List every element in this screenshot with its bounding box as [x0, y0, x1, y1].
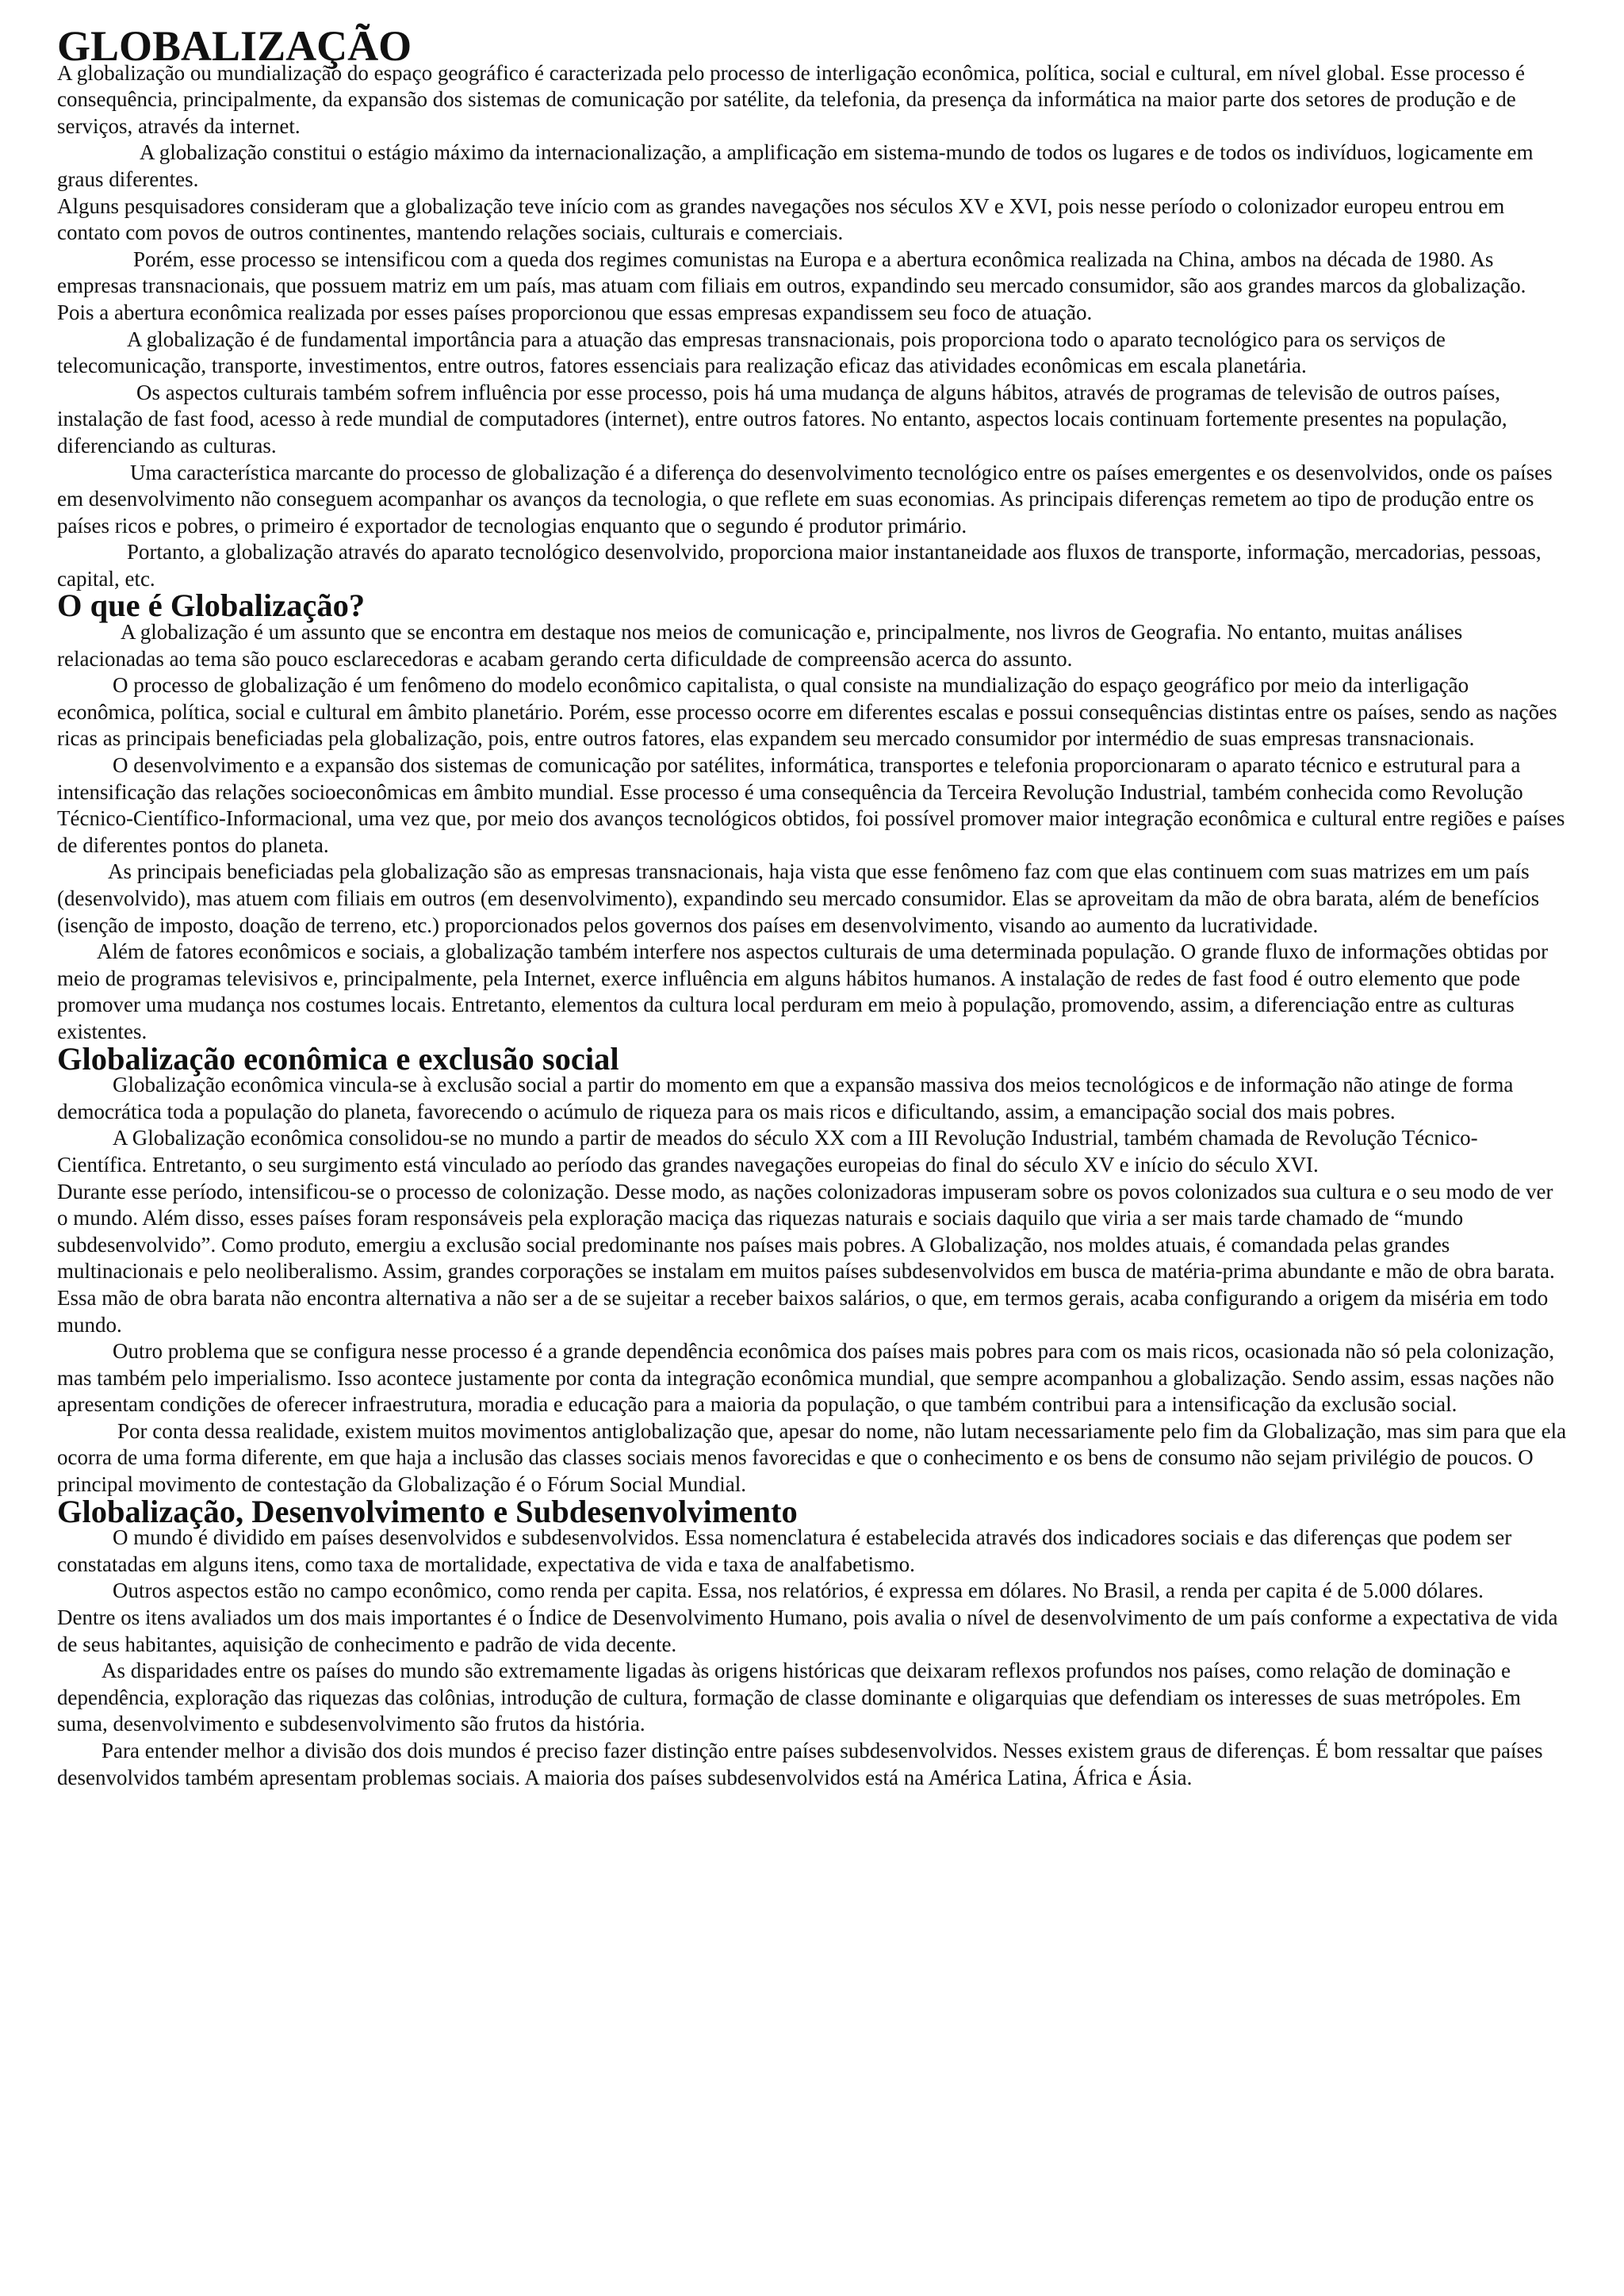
paragraph: As disparidades entre os países do mundo são extremamente ligadas às origens históricas que deixaram reflexos profundos nos países, como relação de dominação e dependência, exploração das riquezas das colônias, introdução de cultura, formação de classe dominante e oligarquias que defendiam os interesses de suas metrópoles. Em suma, desenvolvimento e subdesenvolvimento são frutos da história.	[57, 1659, 1521, 1736]
paragraph: Alguns pesquisadores consideram que a globalização teve início com as grandes navegações nos séculos XV e XVI, pois nesse período o colonizador europeu entrou em contato com povos de outros continentes, mantendo relações sociais, culturais e comerciais.	[57, 193, 1505, 245]
paragraph: O mundo é dividido em países desenvolvidos e subdesenvolvidos. Essa nomenclatura é estabelecida através dos indicadores sociais e das diferenças que podem ser constatadas em alguns itens, como taxa de mortalidade, expectativa de vida e taxa de analfabetismo.	[57, 1525, 1512, 1576]
paragraph: A globalização constitui o estágio máximo da internacionalização, a amplificação em sistema-mundo de todos os lugares e de todos os indivíduos, logicamente em graus diferentes.	[57, 140, 1534, 191]
section-heading-globalizacao: GLOBALIZAÇÃO	[57, 22, 412, 70]
paragraph: Além de fatores econômicos e sociais, a globalização também interfere nos aspectos culturais de uma determinada população. O grande fluxo de informações obtidas por meio de programas televisivos e, principalmente, pela Internet, exerce influência em alguns hábitos humanos. A instalação de redes de fast food é outro elemento que pode promover uma mudança nos costumes locais. Entretanto, elementos da cultura local perduram em meio à população, promovendo, assim, a diferenciação entre as culturas existentes.	[57, 939, 1549, 1043]
paragraph: Os aspectos culturais também sofrem influência por esse processo, pois há uma mudança de alguns hábitos, através de programas de televisão de outros países, instalação de fast food, acesso à rede mundial de computadores (internet), entre outros fatores. No entanto, aspectos locais continuam fortemente presentes na população, diferenciando as culturas.	[57, 380, 1507, 457]
paragraph: O desenvolvimento e a expansão dos sistemas de comunicação por satélites, informática, transportes e telefonia proporcionaram o aparato técnico e estrutural para a intensificação das relações socioeconômicas em âmbito mundial. Esse processo é uma consequência da Terceira Revolução Industrial, também conhecida como Revolução Técnico-Científico-Informacional, uma vez que, por meio dos avanços tecnológicos obtidos, foi possível promover maior integração econômica e cultural entre regiões e países de diferentes pontos do planeta.	[57, 753, 1565, 857]
paragraph: A globalização ou mundialização do espaço geográfico é caracterizada pelo processo de interligação econômica, política, social e cultural, em nível global. Esse processo é consequência, principalmente, da expansão dos sistemas de comunicação por satélite, da telefonia, da presença da informática na maior parte dos setores de produção e de serviços, através da internet.	[57, 60, 1525, 138]
section-heading-exclusao-social: Globalização econômica e exclusão social	[57, 1040, 619, 1077]
paragraph: Para entender melhor a divisão dos dois mundos é preciso fazer distinção entre países subdesenvolvidos. Nesses existem graus de diferenças. É bom ressaltar que países desenvolvidos também apresentam problemas sociais. A maioria dos países subdesenvolvidos está na América Latina, África e Ásia.	[57, 1739, 1543, 1789]
paragraph: Durante esse período, intensificou-se o processo de colonização. Desse modo, as nações colonizadoras impuseram sobre os povos colonizados sua cultura e o seu modo de ver o mundo. Além disso, esses países foram responsáveis pela exploração maciça das riquezas naturais e sociais daquilo que viria a ser mais tarde chamado de “mundo subdesenvolvido”. Como produto, emergiu a exclusão social predominante nos países mais pobres. A Globalização, nos moldes atuais, é comandada pelas grandes multinacionais e pelo neoliberalismo. Assim, grandes corporações se instalam em muitos países subdesenvolvidos em busca de matéria-prima abundante e mão de obra barata. Essa mão de obra barata não encontra alternativa a não ser a de se sujeitar a receber baixos salários, o que, em termos gerais, acaba configurando a origem da miséria em todo mundo.	[57, 1179, 1555, 1337]
paragraph: Globalização econômica vincula-se à exclusão social a partir do momento em que a expansão massiva dos meios tecnológicos e de informação não atinge de forma democrática toda a população do planeta, favorecendo o acúmulo de riqueza para os mais ricos e dificultando, assim, a emancipação social dos mais pobres.	[57, 1073, 1514, 1123]
paragraph: Dentre os itens avaliados um dos mais importantes é o Índice de Desenvolvimento Humano, pois avalia o nível de desenvolvimento de um país conforme a expectativa de vida de seus habitantes, aquisição de conhecimento e padrão de vida decente.	[57, 1605, 1558, 1656]
paragraph: A globalização é de fundamental importância para a atuação das empresas transnacionais, pois proporciona todo o aparato tecnológico para os serviços de telecomunicação, transporte, investimentos, entre outros, fatores essenciais para realização eficaz das atividades econômicas em escala planetária.	[57, 327, 1446, 378]
paragraph: A Globalização econômica consolidou-se no mundo a partir de meados do século XX com a III Revolução Industrial, também chamada de Revolução Técnico-Científica. Entretanto, o seu surgimento está vinculado ao período das grandes navegações europeias do final do século XV e início do século XVI.	[57, 1126, 1478, 1177]
paragraph: Portanto, a globalização através do aparato tecnológico desenvolvido, proporciona maior instantaneidade aos fluxos de transporte, informação, mercadorias, pessoas, capital, etc.	[57, 540, 1542, 591]
paragraph: Porém, esse processo se intensificou com a queda dos regimes comunistas na Europa e a abertura econômica realizada na China, ambos na década de 1980. As empresas transnacionais, que possuem matriz em um país, mas atuam com filiais em outros, expandindo seu mercado consumidor, são aos grandes marcos da globalização. Pois a abertura econômica realizada por esses países proporcionou que essas empresas expandissem seu foco de atuação.	[57, 247, 1526, 324]
paragraph: Por conta dessa realidade, existem muitos movimentos antiglobalização que, apesar do nome, não lutam necessariamente pelo fim da Globalização, mas sim para que ela ocorra de uma forma diferente, em que haja a inclusão das classes sociais menos favorecidas e que o conhecimento e os bens de consumo não sejam privilégio de poucos. O principal movimento de contestação da Globalização é o Fórum Social Mundial.	[57, 1418, 1567, 1497]
section-heading-desenvolvimento: Globalização, Desenvolvimento e Subdesenvolvimento	[57, 1493, 798, 1529]
paragraph: Outro problema que se configura nesse processo é a grande dependência econômica dos países mais pobres para com os mais ricos, ocasionada não só pela colonização, mas também pelo imperialismo. Isso acontece justamente por conta da integração econômica mundial, que sempre acompanhou a globalização. Sendo assim, essas nações não apresentam condições de oferecer infraestrutura, moradia e educação para a maioria da população, o que também contribui para a intensificação da exclusão social.	[57, 1339, 1555, 1417]
paragraph: As principais beneficiadas pela globalização são as empresas transnacionais, haja vista que esse fenômeno faz com que elas continuem com suas matrizes em um país (desenvolvido), mas atuem com filiais em outros (em desenvolvimento), expandindo seu mercado consumidor. Elas se aproveitam da mão de obra barata, além de benefícios (isenção de imposto, doação de terreno, etc.) proporcionados pelos governos dos países em desenvolvimento, visando ao aumento da lucratividade.	[57, 859, 1540, 937]
paragraph: O processo de globalização é um fenômeno do modelo econômico capitalista, o qual consiste na mundialização do espaço geográfico por meio da interligação econômica, política, social e cultural em âmbito planetário. Porém, esse processo ocorre em diferentes escalas e possui consequências distintas entre os países, sendo as nações ricas as principais beneficiadas pela globalização, pois, entre outros fatores, elas expandem seu mercado consumidor por intermédio de suas empresas transnacionais.	[57, 673, 1557, 751]
section-heading-o-que-e-globalizacao: O que é Globalização?	[57, 587, 366, 624]
paragraph: A globalização é um assunto que se encontra em destaque nos meios de comunicação e, principalmente, nos livros de Geografia. No entanto, muitas análises relacionadas ao tema são pouco esclarecedoras e acabam gerando certa dificuldade de compreensão acerca do assunto.	[57, 620, 1463, 671]
paragraph: Outros aspectos estão no campo econômico, como renda per capita. Essa, nos relatórios, é expressa em dólares. No Brasil, a renda per capita é de 5.000 dólares.	[113, 1578, 1484, 1603]
paragraph: Uma característica marcante do processo de globalização é a diferença do desenvolvimento tecnológico entre os países emergentes e os desenvolvidos, onde os países em desenvolvimento não conseguem acompanhar os avanços da tecnologia, o que reflete em suas economias. As principais diferenças remetem ao tipo de produção entre os países ricos e pobres, o primeiro é exportador de tecnologias enquanto que o segundo é produtor primário.	[57, 460, 1553, 538]
